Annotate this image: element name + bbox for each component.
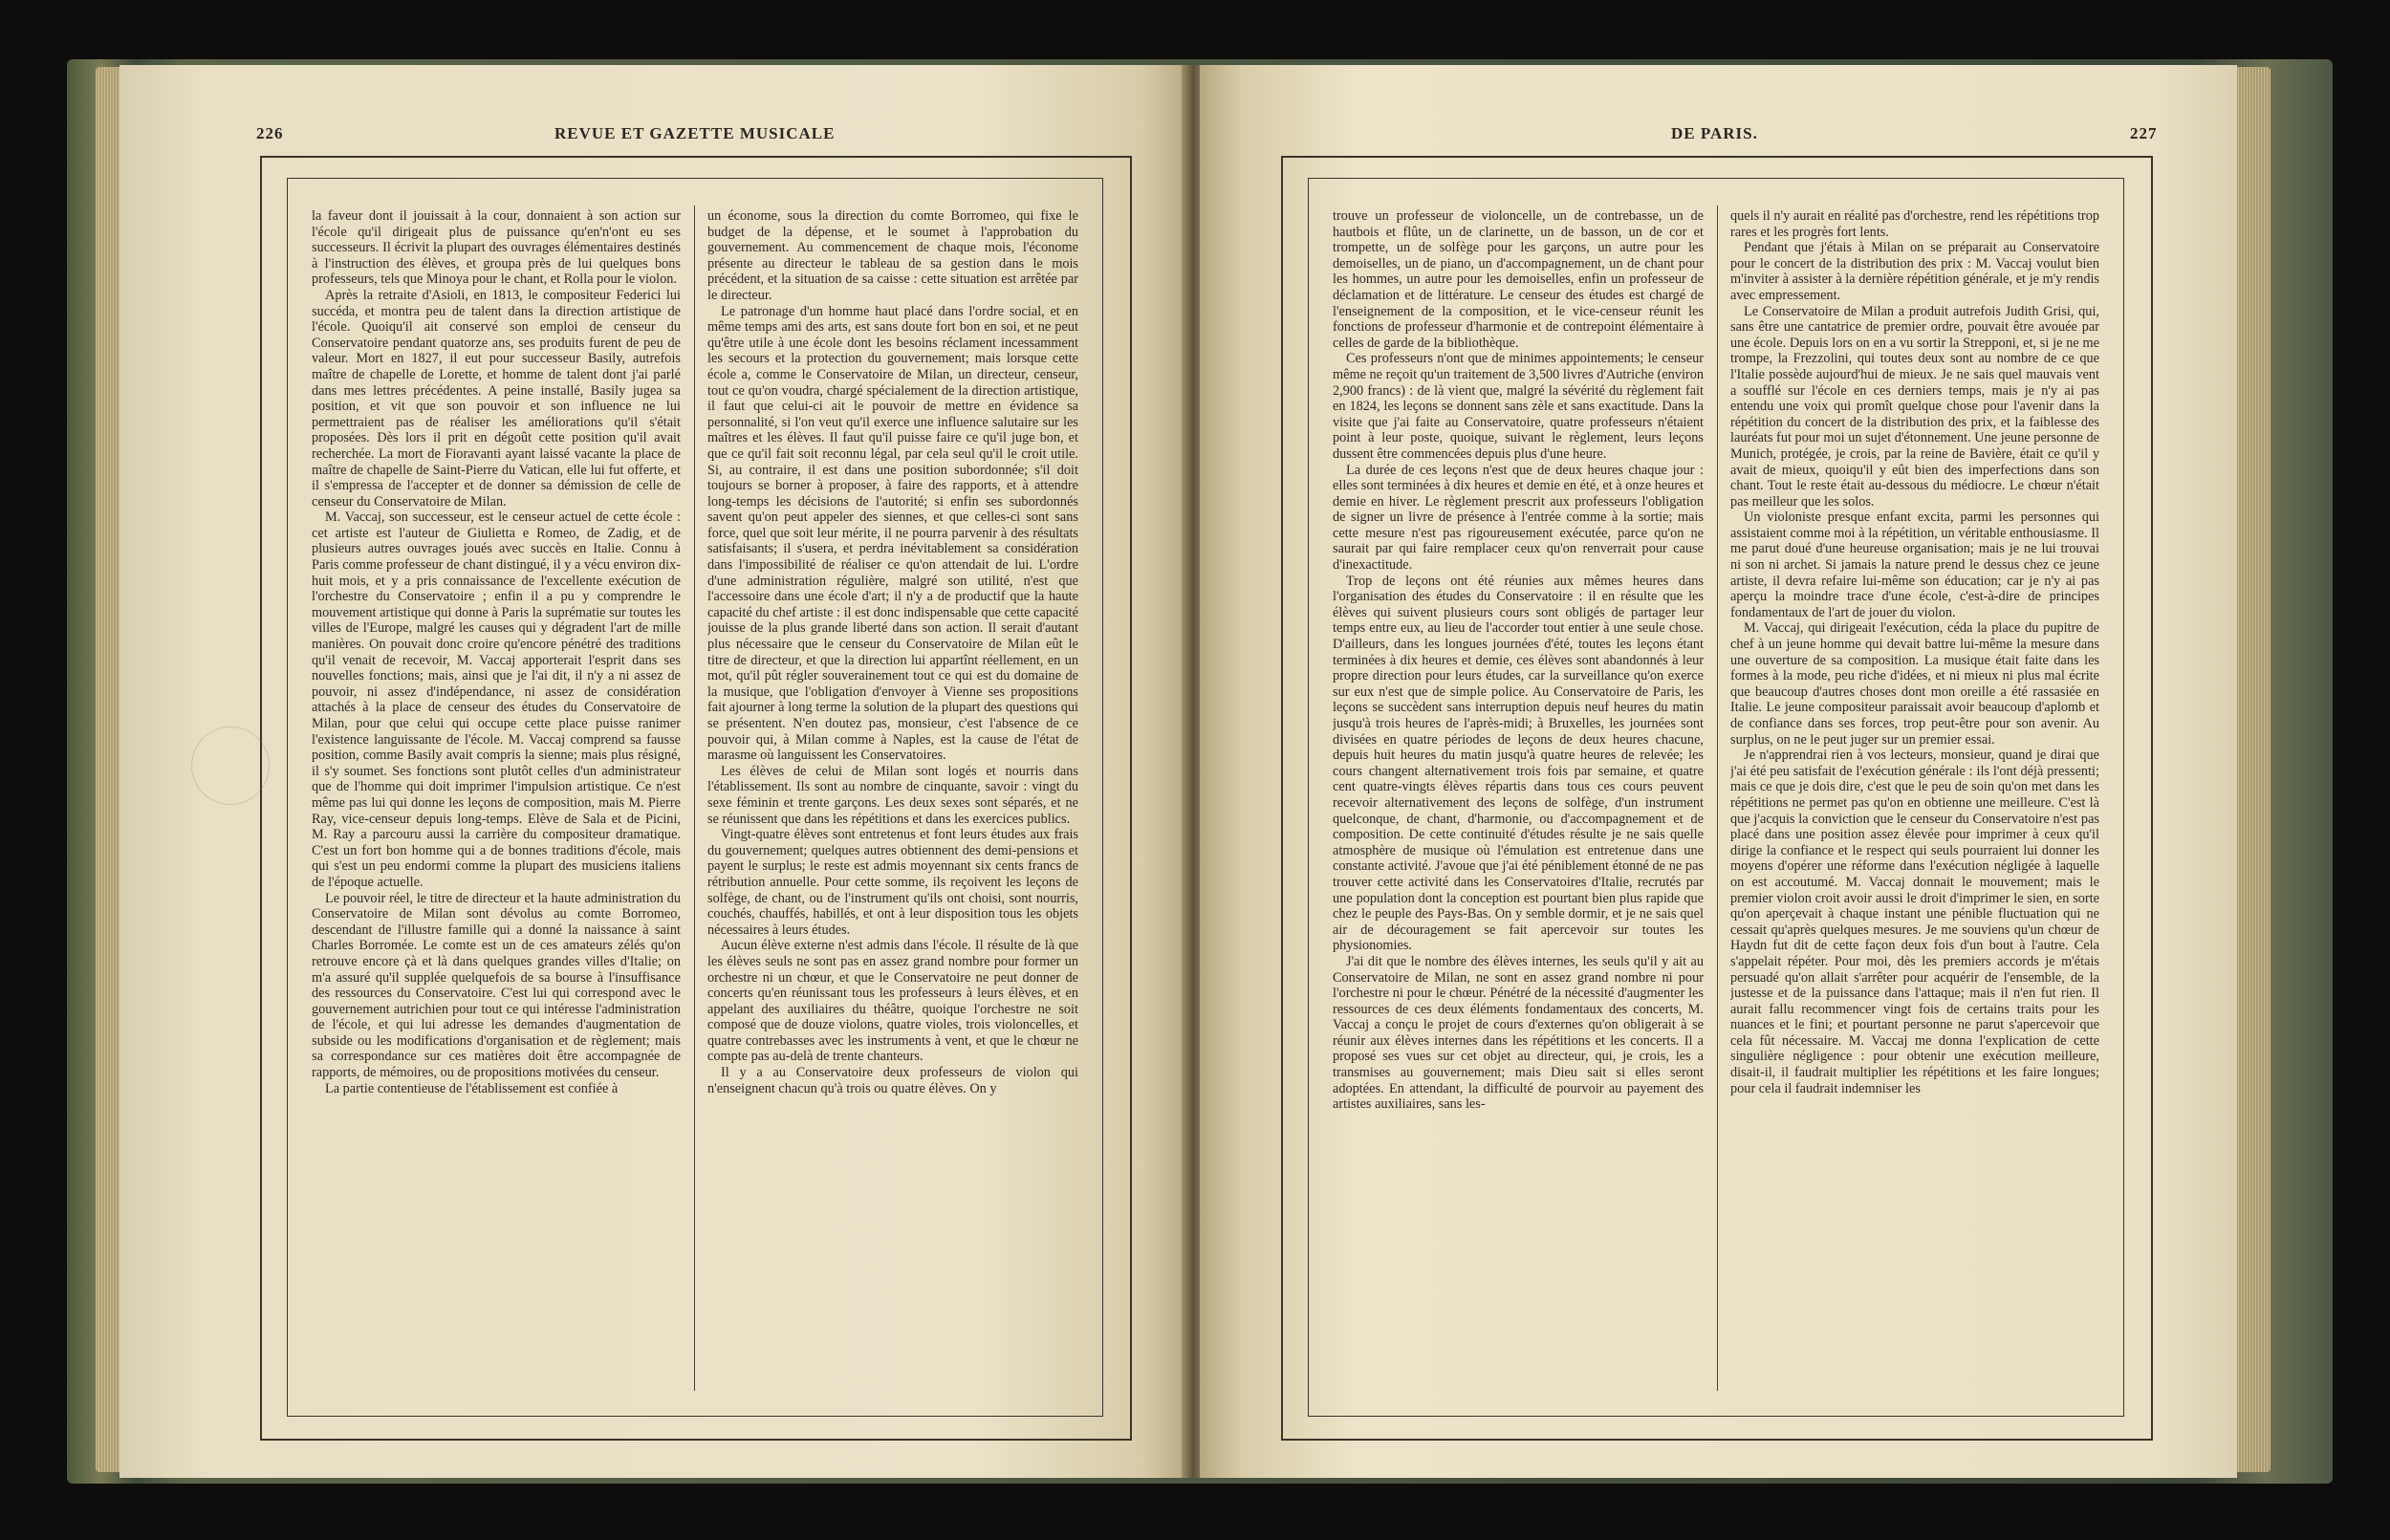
paragraph: Il y a au Conservatoire deux professeurs de violon qui n'enseignent chacun qu'à trois ou quatre élèves. On y <box>707 1065 1078 1096</box>
left-page-column-2 <box>707 208 1078 1394</box>
paragraph: Je n'apprendrai rien à vos lecteurs, monsieur, quand je dirai que j'ai été peu satisfait de l'exécution générale : ils l'ont déjà pressenti; mais ce que je dois dire, c'est que le peu de soin qu'on met dans les répétitions ne permet pas qu'on en obtienne une meilleure. C'est là que j'acquis la conviction que le censeur du Conservatoire n'est pas placé dans une position assez élevée pour imprimer à ceux qu'il dirige la confiance et le respect qui seuls pourraient lui donner les moyens d'opérer une réforme dans l'exécution négligée à laquelle on est accoutumé. M. Vaccaj donnait le mouvement; mais le premier violon croit avoir aussi le droit d'imprimer le sien, en sorte qu'on aperçevait à chaque instant une pénible fluctuation qui ne cessait qu'après quelques mesures. Je me souviens qu'un chœur de Haydn fut dit de cette façon deux fois d'un bout à l'autre. Cela s'appelait répéter. Pour moi, dès les premiers accords je m'étais persuadé qu'on allait s'arrêter pour acquérir de l'ensemble, de la justesse et de la puissance dans l'attaque; mais il n'en fut rien. Il aurait fallu recommencer vingt fois de certains traits pour les nuances et le fini; et pourtant personne ne parut s'apercevoir que cela fût nécessaire. M. Vaccaj me donna l'explication de cette singulière négligence : pour obtenir une exécution meilleure, disait-il, il faudrait multiplier les répétitions et les faire longues; pour cela il faudrait indemniser les <box>1730 748 2099 1096</box>
paragraph: J'ai dit que le nombre des élèves internes, les seuls qu'il y ait au Conservatoire de Milan, ne sont en assez grand nombre ni pour l'orchestre ni pour le chœur. Pénétré de la nécessité d'augmenter les ressources de ces deux éléments fondamentaux des concerts, M. Vaccaj a conçu le projet de cours d'externes qu'on obligerait à se réunir aux élèves internes dans les répétitions et les concerts. Il a proposé ses vues sur cet objet au directeur, qui, je crois, les a transmises au gouvernement; mais Dieu sait si elles seront adoptées. En attendant, la difficulté de pourvoir au payement des artistes auxiliaires, sans les- <box>1333 953 1704 1113</box>
paragraph: Trop de leçons ont été réunies aux mêmes heures dans l'organisation des études du Conservatoire : il en résulte que les élèves qui suivent plusieurs cours sont obligés de partager leur temps entre eux, au lieu de l'accorder tout entier à une seule chose. D'ailleurs, dans les longues journées d'été, toutes les leçons étant terminées à dix heures et demie, ces élèves sont abandonnés à leur propre direction pour leurs études, car la surveillance qu'on exerce sur eux n'est que de simple police. Au Conservatoire de Paris, les leçons se succèdent sans interruption depuis neuf heures du matin jusqu'à trois heures de l'après-midi; à Bruxelles, les journées sont divisées en quatre périodes de leçons de deux heures chacune, depuis huit heures du matin jusqu'à quatre heures de relevée; les cours changent alternativement trois fois par semaine, et quatre cent quatre-vingts élèves répartis dans tous ces cours peuvent recevoir alternativement des leçons de solfège, d'un instrument quelconque, de chant, d'harmonie, ou d'accompagnement et de composition. De cette continuité d'études résulte je ne sais quelle atmosphère de musique où l'émulation est entretenue dans une constante activité. J'avoue que j'ai été péniblement étonné de ne pas trouver cette activité dans les Conservatoires d'Italie, recrutés par une population dont la conception est pourtant bien plus rapide que chez le peuple des Pays-Bas. On y semble dormir, et je ne sais quel air de découragement se fait apercevoir sur toutes les physionomies. <box>1333 573 1704 954</box>
paragraph: Les élèves de celui de Milan sont logés et nourris dans l'établissement. Ils sont au nombre de cinquante, savoir : vingt du sexe féminin et trente garçons. Les deux sexes sont séparés, et ne se réunissent que dans les répétitions et dans les exercices publics. <box>707 763 1078 827</box>
paragraph: Ces professeurs n'ont que de minimes appointements; le censeur même ne reçoit qu'un traitement de 3,500 livres d'Autriche (environ 2,900 francs) : de là vient que, malgré la sévérité du règlement fait en 1824, les leçons se donnent sans zèle et sans exactitude. Dans la visite que j'ai faite au Conservatoire, quatre professeurs n'étaient point à leur poste, quoique, suivant le règlement, leurs leçons dussent être commencées depuis plus d'une heure. <box>1333 351 1704 462</box>
left-page-column-1 <box>312 208 681 1394</box>
right-running-head: DE PARIS. <box>1671 124 1758 142</box>
right-page-number: 227 <box>2130 124 2158 142</box>
right-page-column-2 <box>1730 208 2099 1394</box>
paragraph: M. Vaccaj, son successeur, est le censeur actuel de cette école : cet artiste est l'auteur de Giulietta e Romeo, de Zadig, et de plusieurs autres ouvrages joués avec succès en Italie. Connu à Paris comme professeur de chant distingué, il y a vécu environ dix-huit mois, et y a pris connaissance de l'excellente exécution de l'orchestre du Conservatoire ; enfin il a pu y comprendre le mouvement artistique qui donne à Paris la suprématie sur toutes les villes de l'Europe, malgré les causes qui y dégradent l'art de mille manières. On pouvait donc croire qu'encore pénétré des traditions qu'il venait de recevoir, M. Vaccaj apporterait l'esprit dans ses nouvelles fonctions; mais, ainsi que je l'ai dit, il n'y a ni assez de pouvoir, ni assez d'indépendance, ni assez de considération attachés à la place de censeur des études du Conservatoire de Milan, pour que celui qui occupe cette place puisse ranimer l'existence languissante de l'école. M. Vaccaj comprend sa fausse position, comme Basily avait compris la sienne; mais plus résigné, il s'y soumet. Ses fonctions sont plutôt celles d'un administrateur que de l'homme qui doit imprimer l'impulsion artistique. Ce n'est même pas lui qui donne les leçons de composition, mais M. Pierre Ray, vice-censeur depuis long-temps. Elève de Sala et de Picini, M. Ray a parcouru aussi la carrière du compositeur dramatique. C'est un fort bon homme qui a de bonnes traditions d'école, mais qui s'est un peu endormi comme la plupart des musiciens italiens de l'époque actuelle. <box>312 510 681 890</box>
paragraph: Le patronage d'un homme haut placé dans l'ordre social, et en même temps ami des arts, est sans doute fort bon en soi, et ne peut qu'être utile à une école dont les besoins réclament incessamment les secours et la protection du gouvernement; mais lorsque cette école a, comme le Conservatoire de Milan, un directeur, censeur, tout ce qu'on voudra, chargé spécialement de la direction artistique, il faut que celui-ci ait le pouvoir de mettre en évidence sa personnalité, si l'on veut qu'il exerce une influence salutaire sur les maîtres et les élèves. Il faut qu'il puisse faire ce qu'il juge bon, et que ce qu'il fait soit reconnu légal, par cela seul qu'il le croit utile. Si, au contraire, il est dans une position subordonnée; s'il doit toujours se borner à proposer, à faire des rapports, et à attendre long-temps les décisions de l'autorité; si enfin ses subordonnés savent qu'on peut appeler des siennes, et que celles-ci sont sans force, quel que soit leur mérite, il ne pourra parvenir à des résultats satisfaisants; il s'usera, et perdra inévitablement sa considération dans l'impossibilité de réaliser ce qu'on attendait de lui. L'ordre d'une administration régulière, malgré son utilité, n'est que l'accessoire dans une école d'art; il n'y a de productif que la haute capacité du chef artiste : il est donc indispensable que cette capacité jouisse de la plus grande liberté dans son action. Il serait d'autant plus nécessaire que le censeur du Conservatoire de Milan eût le titre de directeur, et que la direction lui appartînt réellement, en un mot, qu'il pût régler souverainement tout ce qui est du domaine de la musique, que l'obligation d'envoyer à Vienne ses propositions fait ajourner à long terme la solution de la plupart des questions qui se présentent. N'en doutez pas, monsieur, c'est l'absence de ce pouvoir qui, à Milan comme à Naples, est la cause de l'état de marasme où languissent les Conservatoires. <box>707 303 1078 764</box>
paragraph: Le Conservatoire de Milan a produit autrefois Judith Grisi, qui, sans être une cantatrice de premier ordre, pouvait être avouée par une école. Depuis lors on en a vu sortir la Strepponi, et, si je ne me trompe, la Frezzolini, qui toutes deux sont au nombre de ce que l'Italie possède aujourd'hui de mieux. Je ne sais quel mauvais vent a soufflé sur l'école en ces derniers temps, mais je n'y ai pas entendu une voix qui promît quelque chose pour l'avenir dans la répétition du concert de la distribution des prix, et la faiblesse des lauréats fut pour moi un sujet d'étonnement. Une jeune personne de Munich, protégée, je crois, par la reine de Bavière, était ce qu'il y avait de mieux, quoiqu'il y eût bien des imperfections dans son chant. Tout le reste était au-dessous du médiocre. Le chœur n'était pas meilleur que les solos. <box>1730 303 2099 510</box>
right-page-column-1 <box>1333 208 1704 1394</box>
paragraph: Pendant que j'étais à Milan on se préparait au Conservatoire pour le concert de la distribution des prix : M. Vaccaj voulut bien m'inviter à assister à la dernière répétition générale, et je m'y rendis avec empressement. <box>1730 240 2099 303</box>
left-column-rule <box>694 206 695 1391</box>
paragraph: la faveur dont il jouissait à la cour, donnaient à son action sur l'école qu'il dirigeait plus de puissance qu'en'n'ont eu ses successeurs. Il écrivit la plupart des ouvrages élémentaires destinés à l'instruction des élèves, et groupa près de lui quelques bons professeurs, tels que Minoya pour le chant, et Rolla pour le violon. <box>312 208 681 288</box>
paragraph: Aucun élève externe n'est admis dans l'école. Il résulte de là que les élèves seuls ne sont pas en assez grand nombre pour former un orchestre ni un chœur, et que le Conservatoire ne peut donner de concerts qu'en réunissant tous les professeurs à leurs élèves, et en appelant des auxiliaires du théâtre, quoique l'orchestre ne soit composé que de douze violons, quatre violes, trois violoncelles, et quatre contrebasses avec les instruments à vent, et que le chœur ne compte pas au-delà de trente chanteurs. <box>707 938 1078 1065</box>
paragraph: trouve un professeur de violoncelle, un de contrebasse, un de hautbois et flûte, un de clarinette, un de basson, un de cor et trompette, un de solfège pour les garçons, un autre pour les demoiselles, un de piano, un d'accompagnement, un de chant pour les hommes, un autre pour les demoiselles, enfin un professeur de déclamation et de littérature. Le censeur des études est chargé de l'enseignement de la composition, et le vice-censeur réunit les fonctions de professeur d'harmonie et de contrepoint élémentaire à celles de garde de la bibliothèque. <box>1333 208 1704 351</box>
library-stamp <box>191 727 270 805</box>
page-edges-right <box>2232 67 2270 1472</box>
paragraph: Un violoniste presque enfant excita, parmi les personnes qui assistaient comme moi à la répétition, un véritable enthousiasme. Il me parut doué d'une heureuse organisation; mais je ne lui trouvai ni son ni archet. Si jamais la nature prend le dessus chez ce jeune artiste, il devra refaire lui-même son éducation; car je n'y ai pas aperçu la moindre trace d'une école, c'est-à-dire de principes fondamentaux de l'art de jouer du violon. <box>1730 510 2099 620</box>
left-running-head: REVUE ET GAZETTE MUSICALE <box>554 124 836 142</box>
paragraph: La durée de ces leçons n'est que de deux heures chaque jour : elles sont terminées à dix heures et demie en été, et à onze heures et demie en hiver. Le règlement prescrit aux professeurs l'obligation de signer un livre de présence à l'entrée comme à la sortie; mais cette mesure n'est pas rigoureusement exécutée, parce qu'on ne saurait par qui faire remplacer ceux qu'on renverrait pour cause d'inexactitude. <box>1333 462 1704 574</box>
paragraph: quels il n'y aurait en réalité pas d'orchestre, rend les répétitions trop rares et les progrès fort lents. <box>1730 208 2099 240</box>
paragraph: La partie contentieuse de l'établissement est confiée à <box>325 1080 619 1096</box>
paragraph: Vingt-quatre élèves sont entretenus et font leurs études aux frais du gouvernement; quelques autres obtiennent des demi-pensions et payent le surplus; le reste est admis moyennant six cents francs de rétribution annuelle. Pour cette somme, ils reçoivent les leçons de solfège, de chant, ou de l'instrument qu'ils ont choisi, sont nourris, couchés, chauffés, habillés, et ont à leur disposition tous les objets nécessaires à leurs études. <box>707 827 1078 938</box>
left-page-number: 226 <box>256 124 284 142</box>
paragraph: un économe, sous la direction du comte Borromeo, qui fixe le budget de la dépense, et le soumet à l'approbation du gouvernement. Au commencement de chaque mois, l'économe présente au directeur le tableau de sa gestion dans le mois précédent, et la situation de sa caisse : cette situation est arrêtée par le directeur. <box>707 208 1078 303</box>
paragraph: M. Vaccaj, qui dirigeait l'exécution, céda la place du pupitre de chef à un jeune homme qui devait battre lui-même la mesure dans une ouverture de sa composition. La musique était faite dans les formes à la mode, peu riche d'idées, et ni mieux ni plus mal écrite que beaucoup d'autres choses dont mon oreille a été rassasiée en Italie. Le jeune compositeur paraissait avoir beaucoup d'aplomb et de confiance dans ses forces, trop peut-être pour son avenir. Au surplus, on ne le peut juger sur un premier essai. <box>1730 620 2099 748</box>
right-column-rule <box>1717 206 1718 1391</box>
paragraph: Le pouvoir réel, le titre de directeur et la haute administration du Conservatoire de Milan sont dévolus au comte Borromeo, descendant de l'illustre famille qui a donné la naissance à saint Charles Borromée. Le comte est un de ces amateurs zélés qu'on retrouve encore çà et là dans quelques grandes villes d'Italie; on m'a assuré qu'il supplée quelquefois de sa bourse à l'insuffisance des ressources du Conservatoire. C'est lui qui correspond avec le gouvernement autrichien pour tout ce qui intéresse l'administration de l'école, et qui lui adresse les demandes d'augmentation de subside ou les modifications d'organisation et de règlement; mais sa correspondance sur ces matières doit être accompagnée de rapports, de mémoires, ou de propositions motivées du censeur. <box>312 890 681 1081</box>
paragraph: Après la retraite d'Asioli, en 1813, le compositeur Federici lui succéda, et montra peu de talent dans la direction artistique de l'école. Quoiqu'il ait conservé son emploi de censeur du Conservatoire pendant quatorze ans, ses produits furent de peu de valeur. Mort en 1827, il eut pour successeur Basily, autrefois maître de chapelle de Lorette, et homme de talent dont j'ai parlé dans mes lettres précédentes. A peine installé, Basily jugea sa position, et vit que son pouvoir et son influence ne lui permettraient pas de réaliser les améliorations qu'il s'était proposées. Dès lors il prit en dégoût cette position qu'il avait recherchée. La mort de Fioravanti ayant laissé vacante la place de maître de chapelle de Saint-Pierre du Vatican, elle lui fut offerte, et il s'empressa de l'accepter et de donner sa démission de celle de censeur du Conservatoire de Milan. <box>312 287 681 510</box>
